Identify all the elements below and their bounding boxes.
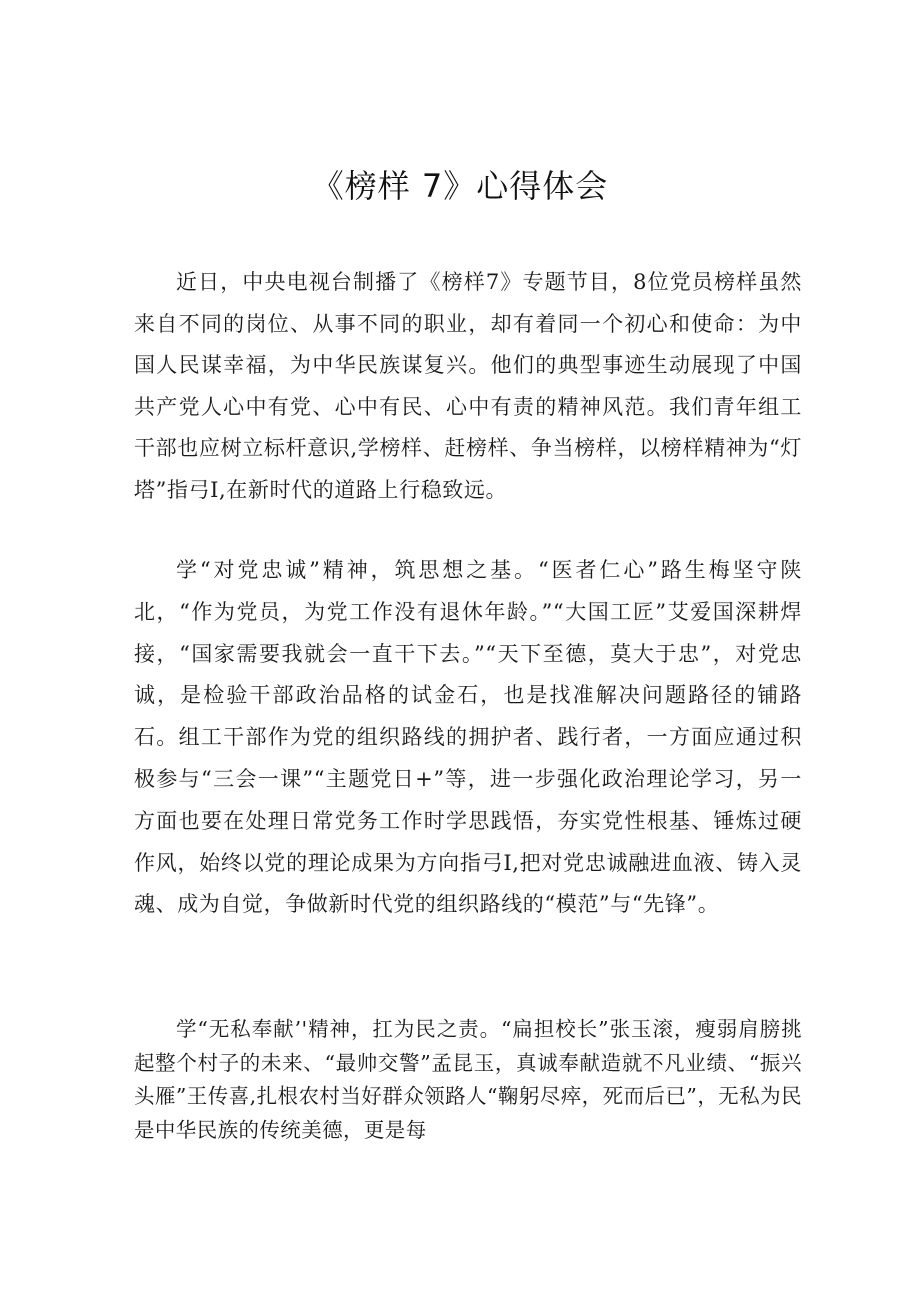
paragraph-loyalty: 学“对党忠诚”精神，筑思想之基。“医者仁心”路生梅坚守陕北，“作为党员，为党工作没有退休年龄。”“大国工匠”艾爱国深耕焊接，“国家需要我就会一直干下去。”“天下至德，莫大于忠”，对党忠诚，是检验干部政治品格的试金石，也是找准解决问题路径的铺路石。组工干部作为党的组织路线的拥护者、践行者，一方面应通过积极参与“三会一课”“主题党日+”等，进一步强化政治理论学习，另一方面也要在处理日常党务工作时学思践悟，夯实党性根基、锤炼过硬作风，始终以党的理论成果为方向指弓I,把对党忠诚融进血液、铸入灵魂、成为自觉，争做新时代党的组织路线的“模范”与“先锋”。 bbox=[134, 558, 802, 917]
paragraph-dedication: 学“无私奉献’'精神，扛为民之责。“扁担校长”张玉滚，瘦弱肩膀挑起整个村子的未来、“最帅交警”孟昆玉，真诚奉献造就不凡业绩、“振兴头雁”王传喜,扎根农村当好群众领路人“鞠躬尽瘁，死而后已”，无私为民是中华民族的传统美德，更是每 bbox=[134, 1017, 802, 1142]
paragraph-intro: 近日，中央电视台制播了《榜样7》专题节目，8位党员榜样虽然来自不同的岗位、从事不同的职业，却有着同一个初心和使命：为中国人民谋幸福，为中华民族谋复兴。他们的典型事迹生动展现了中国共产党人心中有党、心中有民、心中有责的精神风范。我们青年组工干部也应树立标杆意识,学榜样、赶榜样、争当榜样，以榜样精神为“灯塔”指弓I,在新时代的道路上行稳致远。 bbox=[134, 270, 802, 502]
document-title: 《榜样 7》心得体会 bbox=[311, 167, 609, 205]
